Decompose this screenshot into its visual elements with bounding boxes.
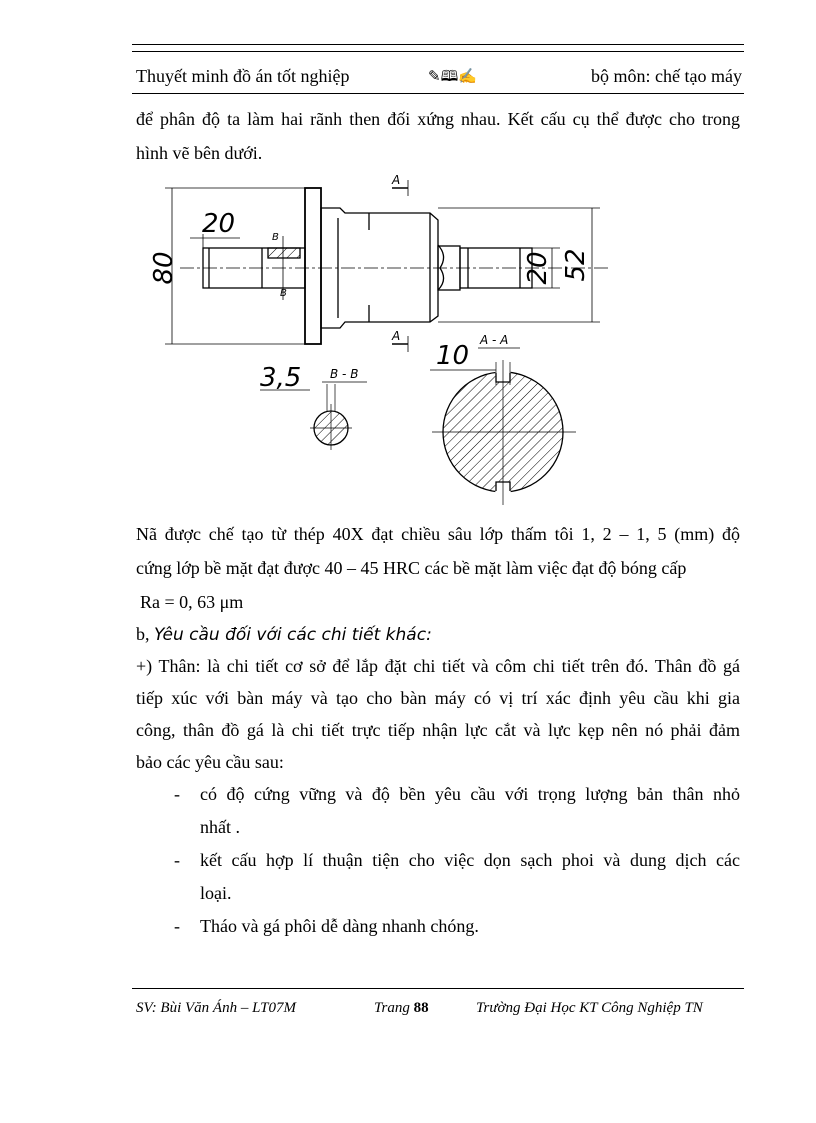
footer-divider — [132, 988, 744, 989]
para2-line-1: Nã được chế tạo từ thép 40X đạt chiều sâu lớp thấm tôi 1, 2 – 1, 5 (mm) độ — [136, 524, 740, 544]
label-a-bottom: A — [392, 329, 401, 343]
section-bb-label: B - B — [330, 367, 359, 381]
label-a-top: A — [392, 173, 401, 187]
para2-line-2: cứng lớp bề mặt đạt được 40 – 45 HRC các bề mặt làm việc đạt độ bóng cấp — [136, 558, 687, 578]
page-border-top — [132, 44, 744, 52]
para3-line-3: công, thân đồ gá là chi tiết trực tiếp nhận lực cắt và lực kẹp nên nó phải đảm — [136, 720, 740, 740]
left-threaded-shaft — [203, 248, 305, 288]
flange — [305, 188, 321, 344]
intro-line-1: để phân độ ta làm hai rãnh then đối xứng nhau. Kết cấu cụ thể được cho trong — [136, 109, 740, 129]
header-left-title: Thuyết minh đồ án tốt nghiệp — [136, 66, 350, 86]
para2-line-3: Ra = 0, 63 μm — [140, 592, 244, 612]
page-header — [136, 62, 742, 92]
book-pen-icon: ✎🕮✍ — [428, 69, 477, 85]
section-a-circle — [443, 372, 563, 492]
intro-line-2: hình vẽ bên dưới. — [136, 143, 263, 163]
footer-page: Trang 88 — [374, 1000, 429, 1016]
footer-school: Trường Đại Học KT Công Nghiệp TN — [476, 1000, 703, 1016]
right-threaded-shaft — [460, 248, 532, 288]
dim-20-left: 20 — [202, 209, 236, 239]
section-aa-label: A - A — [480, 333, 509, 347]
dim-80: 80 — [149, 251, 179, 285]
header-divider — [132, 93, 744, 94]
section-b-heading: b, Yêu cầu đối với các chi tiết khác: — [136, 624, 432, 645]
footer-student: SV: Bùi Văn Ánh – LT07M — [136, 1000, 296, 1016]
label-b-bottom: B — [280, 288, 287, 299]
key-slot-hatch — [268, 248, 300, 258]
dim-10: 10 — [436, 341, 470, 371]
section-b-circle — [314, 411, 348, 445]
main-shaft-body — [321, 208, 438, 328]
para3-line-1: +) Thân: là chi tiết cơ sở để lắp đặt chi tiết và côm chi tiết trên đó. Thân đồ gá — [136, 656, 740, 676]
header-department: bộ môn: chế tạo máy — [591, 66, 742, 86]
para3-line-2: tiếp xúc với bàn máy và tạo cho bàn máy có vị trí xác định yêu cầu khi gia — [136, 688, 740, 708]
label-b-top: B — [272, 232, 279, 243]
dim-20-right: 20 — [523, 251, 553, 285]
dim-3-5: 3,5 — [260, 363, 302, 393]
dim-52: 52 — [561, 248, 591, 282]
para3-line-4: bảo các yêu cầu sau: — [136, 752, 284, 772]
